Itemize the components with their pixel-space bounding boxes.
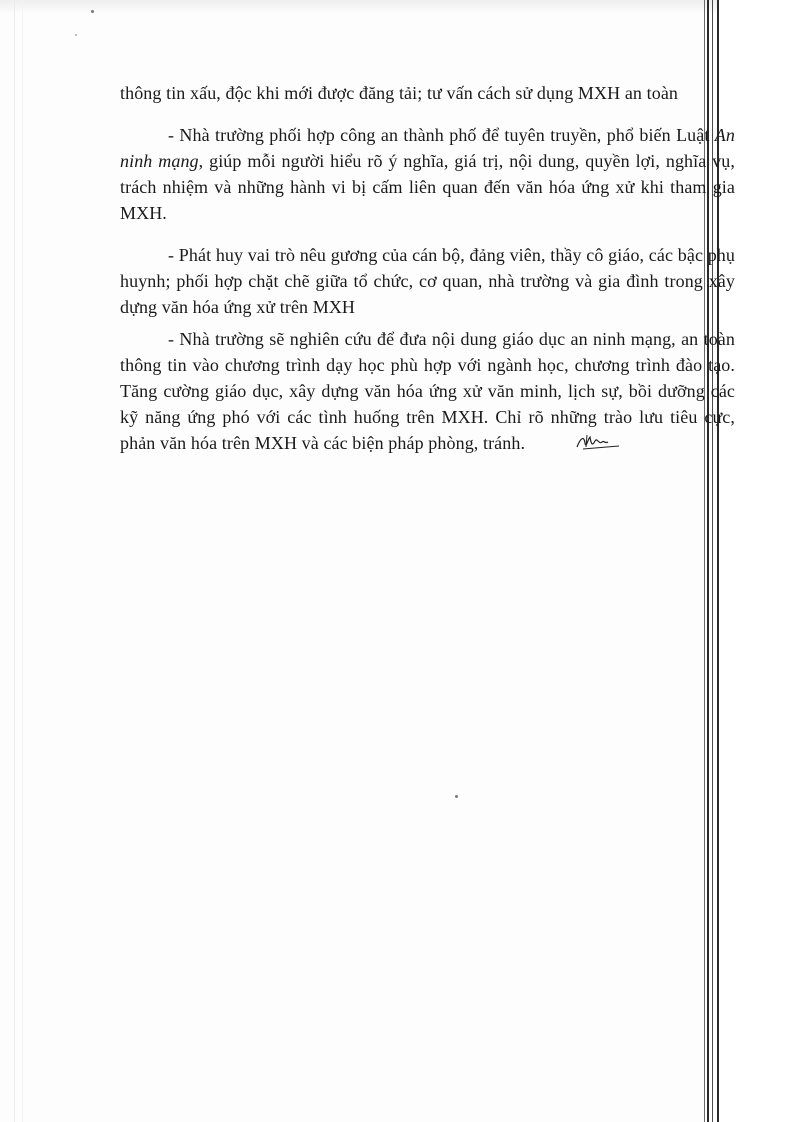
paragraph-text: - Phát huy vai trò nêu gương của cán bộ, đảng viên, thầy cô giáo, các bậc phụ huynh; phối hợp chặt chẽ giữa tổ chức, cơ quan, nhà trường và gia đình trong xây dựng văn hóa ứng xử trên MXH — [120, 245, 735, 317]
scan-left-edge-secondary — [22, 0, 23, 1122]
paragraph-curriculum — [120, 326, 735, 460]
paragraph-text: - Nhà trường sẽ nghiên cứu để đưa nội dung giáo dục an ninh mạng, an toàn thông tin vào chương trình dạy học phù hợp với ngành học, chương trình đào tạo. Tăng cường giáo dục, xây dựng văn hóa ứng xử văn minh, lịch sự, bồi dưỡng các kỹ năng ứng phó với các tình huống trên MXH. Chỉ rõ những trào lưu tiêu cực, phản văn hóa trên MXH và các biện pháp phòng, tránh. — [120, 329, 735, 453]
scan-speck — [75, 34, 77, 36]
paragraph-text: - Nhà trường phối hợp công an thành phố để tuyên truyền, phổ biến Luật — [168, 125, 715, 145]
law-name-italic: An ninh mạng — [120, 125, 735, 171]
scan-left-edge — [14, 0, 15, 1122]
paragraph-text: , giúp mỗi người hiểu rõ ý nghĩa, giá trị, nội dung, quyền lợi, nghĩa vụ, trách nhiệm và những hành vi bị cấm liên quan đến văn hóa ứng xử khi tham gia MXH. — [120, 151, 735, 223]
paragraph-continuation — [120, 80, 735, 106]
scan-top-band — [0, 0, 796, 14]
scan-speck — [91, 10, 94, 13]
paragraph-role-model — [120, 242, 735, 320]
signature-icon — [527, 433, 621, 460]
document-body — [120, 80, 735, 460]
paragraph-text: thông tin xấu, độc khi mới được đăng tải; tư vấn cách sử dụng MXH an toàn — [120, 83, 679, 103]
paragraph-cyber-law — [120, 122, 735, 226]
scan-speck — [455, 795, 458, 798]
